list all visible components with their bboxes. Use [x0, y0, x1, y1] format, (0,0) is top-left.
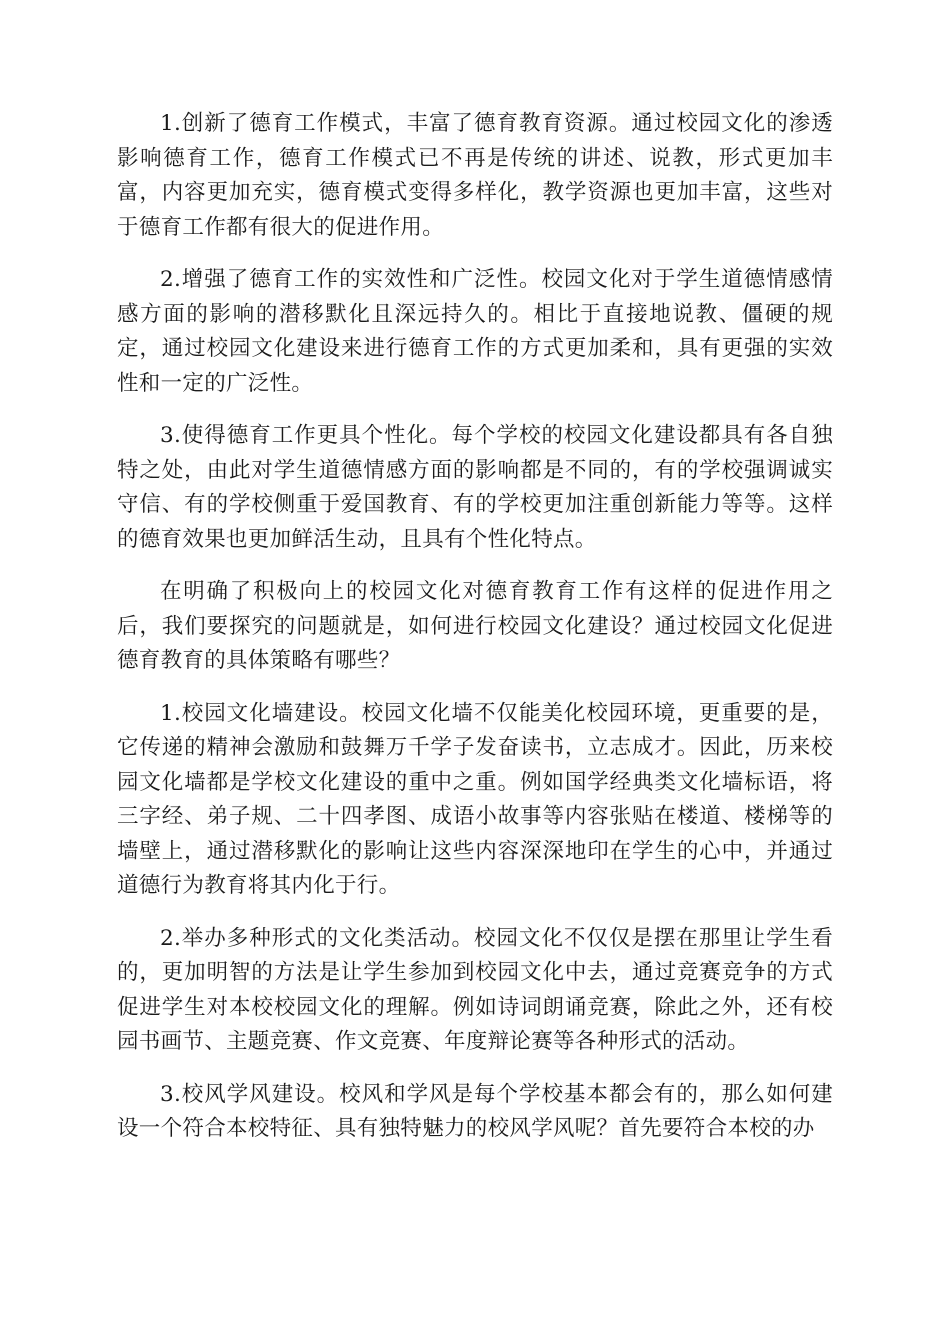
paragraph-2: 2.增强了德育工作的实效性和广泛性。校园文化对于学生道德情感情感方面的影响的潜移默化且深远持久的。相比于直接地说教、僵硬的规定，通过校园文化建设来进行德育工作的方式更加柔和，具有更强的实效性和一定的广泛性。: [117, 267, 833, 396]
paragraph-1: 1.创新了德育工作模式，丰富了德育教育资源。通过校园文化的渗透影响德育工作，德育工作模式已不再是传统的讲述、说教，形式更加丰富，内容更加充实，德育模式变得多样化，教学资源也更加丰富，这些对于德育工作都有很大的促进作用。: [117, 111, 833, 240]
paragraph-6: 2.举办多种形式的文化类活动。校园文化不仅仅是摆在那里让学生看的，更加明智的方法是让学生参加到校园文化中去，通过竞赛竞争的方式促进学生对本校校园文化的理解。例如诗词朗诵竞赛，除此之外，还有校园书画节、主题竞赛、作文竞赛、年度辩论赛等各种形式的活动。: [117, 925, 833, 1054]
document-body: [117, 107, 833, 1165]
paragraph-7: 3.校风学风建设。校风和学风是每个学校基本都会有的，那么如何建设一个符合本校特征、具有独特魅力的校风学风呢？首先要符合本校的办: [117, 1081, 833, 1141]
paragraph-5: 1.校园文化墙建设。校园文化墙不仅能美化校园环境，更重要的是，它传递的精神会激励和鼓舞万千学子发奋读书，立志成才。因此，历来校园文化墙都是学校文化建设的重中之重。例如国学经典类文化墙标语，将三字经、弟子规、二十四孝图、成语小故事等内容张贴在楼道、楼梯等的墙壁上，通过潜移默化的影响让这些内容深深地印在学生的心中，并通过道德行为教育将其内化于行。: [117, 700, 833, 898]
paragraph-4: 在明确了积极向上的校园文化对德育教育工作有这样的促进作用之后，我们要探究的问题就是，如何进行校园文化建设？通过校园文化促进德育教育的具体策略有哪些？: [117, 579, 833, 673]
paragraph-3: 3.使得德育工作更具个性化。每个学校的校园文化建设都具有各自独特之处，由此对学生道德情感方面的影响都是不同的，有的学校强调诚实守信、有的学校侧重于爱国教育、有的学校更加注重创新能力等等。这样的德育效果也更加鲜活生动，且具有个性化特点。: [117, 423, 833, 552]
